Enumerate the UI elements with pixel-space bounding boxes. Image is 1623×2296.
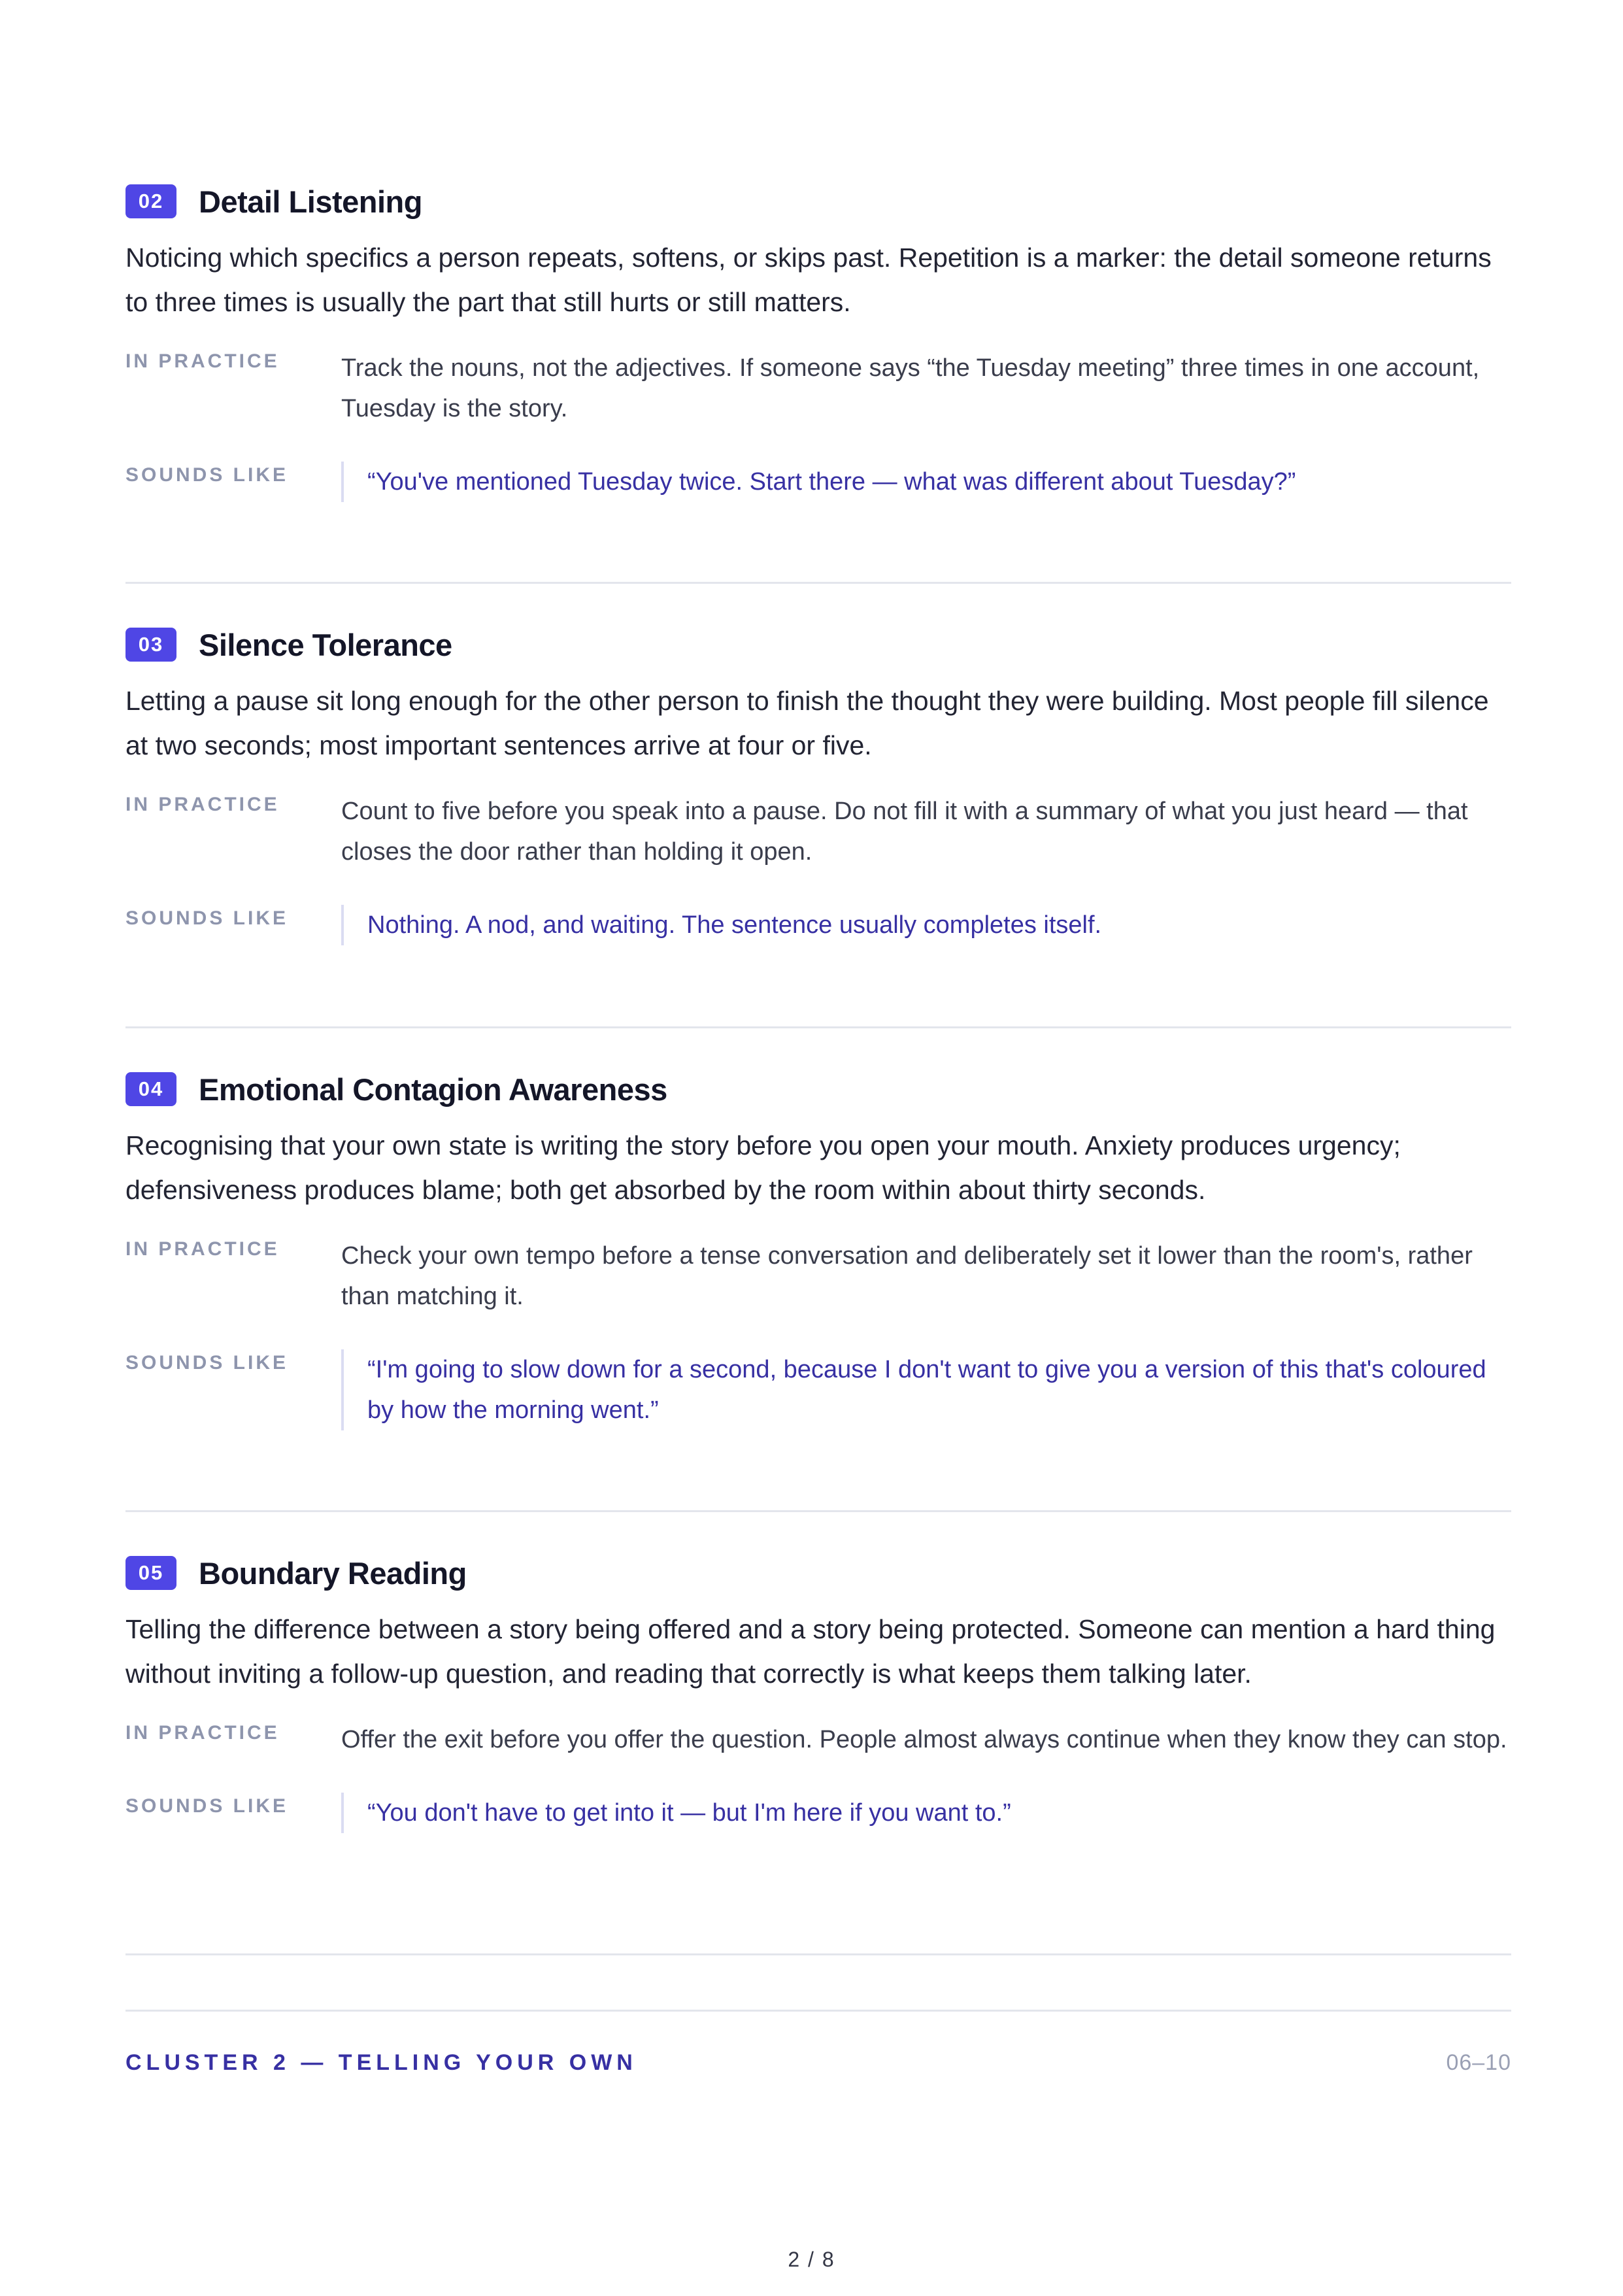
section-number-badge: 02 [125,184,176,218]
section-title: Boundary Reading [199,1555,467,1591]
in-practice-row [125,1236,1511,1317]
in-practice-text: Offer the exit before you offer the question. People almost always continue when they know they can stop. [341,1726,1507,1753]
in-practice-label: IN PRACTICE [125,1238,280,1260]
section-divider [125,1953,1511,1955]
sounds-like-row [125,1793,1511,1833]
sounds-like-label: SOUNDS LIKE [125,464,289,486]
sounds-like-quote: “You don't have to get into it — but I'm here if you want to.” [341,1793,1511,1833]
section-number-badge: 04 [125,1072,176,1106]
in-practice-text: Count to five before you speak into a pause. Do not fill it with a summary of what you just heard — that closes the door rather than holding it open. [341,798,1468,866]
skill-section [125,182,1511,502]
skill-section [125,1070,1511,1430]
page-number: 2 / 8 [788,2248,835,2271]
cluster-range: 06–10 [1446,2050,1511,2075]
section-description: Recognising that your own state is writing the story before you open your mouth. Anxiety produces urgency; defensiveness produces blame; both get absorbed by the room within about thirty seconds. [125,1130,1401,1205]
section-title: Emotional Contagion Awareness [199,1072,667,1107]
sounds-like-label: SOUNDS LIKE [125,1352,289,1374]
section-description: Noticing which specifics a person repeats, softens, or skips past. Repetition is a marker: the detail someone returns to three times is usually the part that still hurts or still matters. [125,243,1492,317]
sounds-like-quote: “I'm going to slow down for a second, because I don't want to give you a version of this that's coloured by how the morning went.” [341,1349,1511,1430]
sounds-like-row [125,905,1511,945]
section-divider [125,582,1511,584]
in-practice-text: Check your own tempo before a tense conversation and deliberately set it lower than the room's, rather than matching it. [341,1242,1473,1310]
in-practice-row [125,1719,1511,1760]
section-title: Detail Listening [199,184,422,219]
section-divider [125,1510,1511,1512]
in-practice-text: Track the nouns, not the adjectives. If someone says “the Tuesday meeting” three times in one account, Tuesday is the story. [341,354,1480,422]
section-heading [125,625,1511,664]
cluster-title: CLUSTER 2 — TELLING YOUR OWN [125,2050,637,2075]
section-heading [125,182,1511,221]
in-practice-label: IN PRACTICE [125,350,280,372]
skill-section [125,625,1511,945]
in-practice-label: IN PRACTICE [125,1722,280,1744]
skill-section [125,1553,1511,1833]
sounds-like-quote: Nothing. A nod, and waiting. The sentence usually completes itself. [341,905,1511,945]
section-heading [125,1070,1511,1109]
section-description: Letting a pause sit long enough for the other person to finish the thought they were building. Most people fill silence at two seconds; most important sentences arrive at four or five. [125,686,1489,760]
sounds-like-row [125,1349,1511,1430]
in-practice-row [125,348,1511,429]
in-practice-label: IN PRACTICE [125,794,280,815]
section-divider [125,1026,1511,1028]
in-practice-row [125,791,1511,872]
sounds-like-quote: “You've mentioned Tuesday twice. Start there — what was different about Tuesday?” [341,462,1511,502]
sounds-like-label: SOUNDS LIKE [125,1795,289,1817]
sounds-like-row [125,462,1511,502]
sounds-like-label: SOUNDS LIKE [125,907,289,929]
section-number-badge: 05 [125,1556,176,1590]
section-title: Silence Tolerance [199,627,452,662]
section-heading [125,1553,1511,1593]
footer-divider [125,2010,1511,2012]
section-number-badge: 03 [125,628,176,662]
section-description: Telling the difference between a story being offered and a story being protected. Someone can mention a hard thing without inviting a follow-up question, and reading that correctly is what keeps them talking later. [125,1614,1496,1689]
